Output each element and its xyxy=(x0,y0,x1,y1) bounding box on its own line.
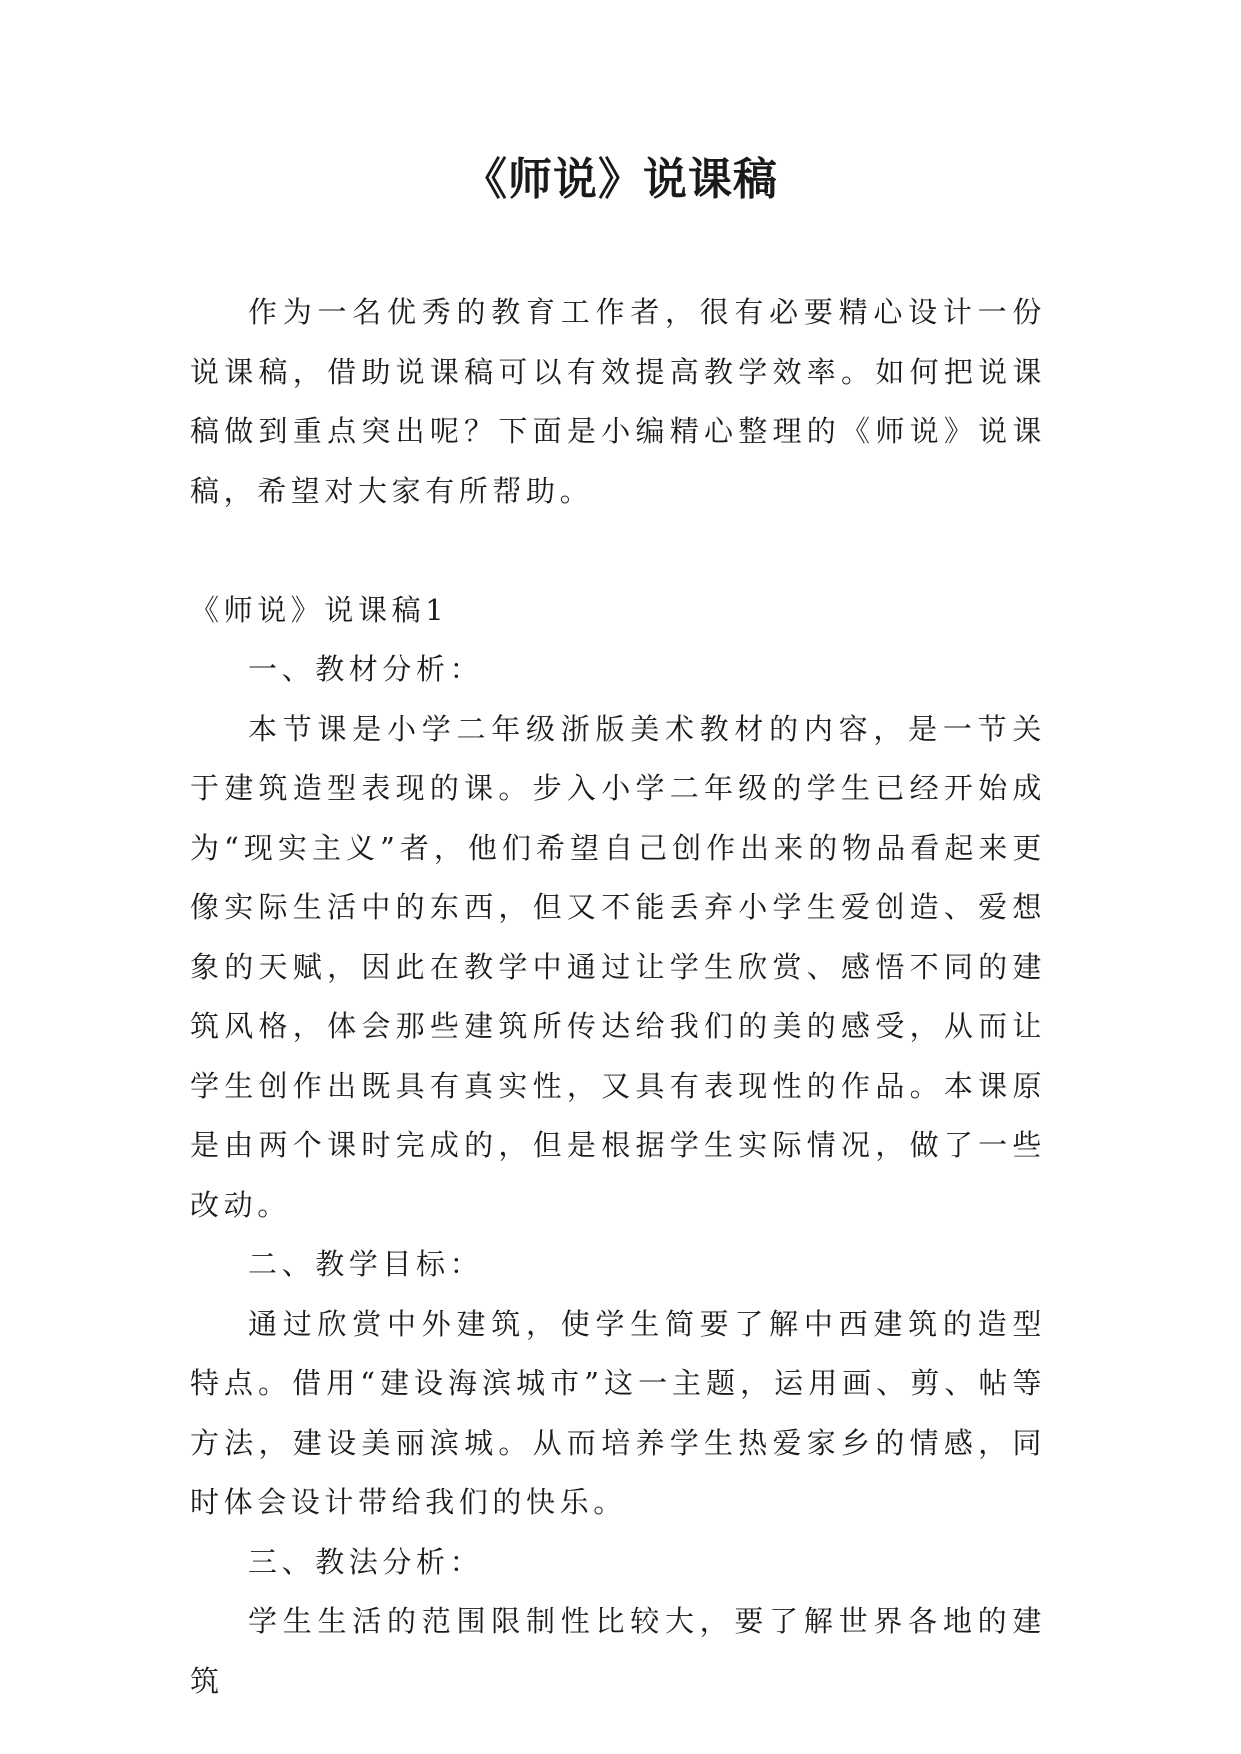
paragraph-spacer xyxy=(190,521,1046,581)
heading-teaching-method-analysis: 三、教法分析： xyxy=(248,1544,484,1579)
document-title: 《师说》说课稿 xyxy=(463,154,778,205)
intro-paragraph: 作为一名优秀的教育工作者，很有必要精心设计一份说课稿，借助说课稿可以有效提高教学效率。如何把说课稿做到重点突出呢？下面是小编精心整理的《师说》说课稿，希望对大家有所帮助。 xyxy=(190,295,1046,508)
body-paragraph: 通过欣赏中外建筑，使学生简要了解中西建筑的造型特点。借用“建设海滨城市”这一主题，运用画、剪、帖等方法，建设美丽滨城。从而培养学生热爱家乡的情感，同时体会设计带给我们的快乐。 xyxy=(190,1306,1046,1519)
document-body xyxy=(190,283,1046,1711)
heading-teaching-objectives: 二、教学目标： xyxy=(248,1247,484,1281)
body-paragraph: 学生生活的范围限制性比较大，要了解世界各地的建筑 xyxy=(190,1604,1046,1698)
heading-textbook-analysis: 一、教材分析： xyxy=(248,652,484,686)
section-heading: 《师说》说课稿1 xyxy=(190,592,449,627)
body-paragraph: 本节课是小学二年级浙版美术教材的内容，是一节关于建筑造型表现的课。步入小学二年级的学生已经开始成为“现实主义”者，他们希望自己创作出来的物品看起来更像实际生活中的东西，但又不能丢弃小学生爱创造、爱想象的天赋，因此在教学中通过让学生欣赏、感悟不同的建筑风格，体会那些建筑所传达给我们的美的感受，从而让学生创作出既具有真实性，又具有表现性的作品。本课原是由两个课时完成的，但是根据学生实际情况，做了一些改动。 xyxy=(190,711,1046,1222)
